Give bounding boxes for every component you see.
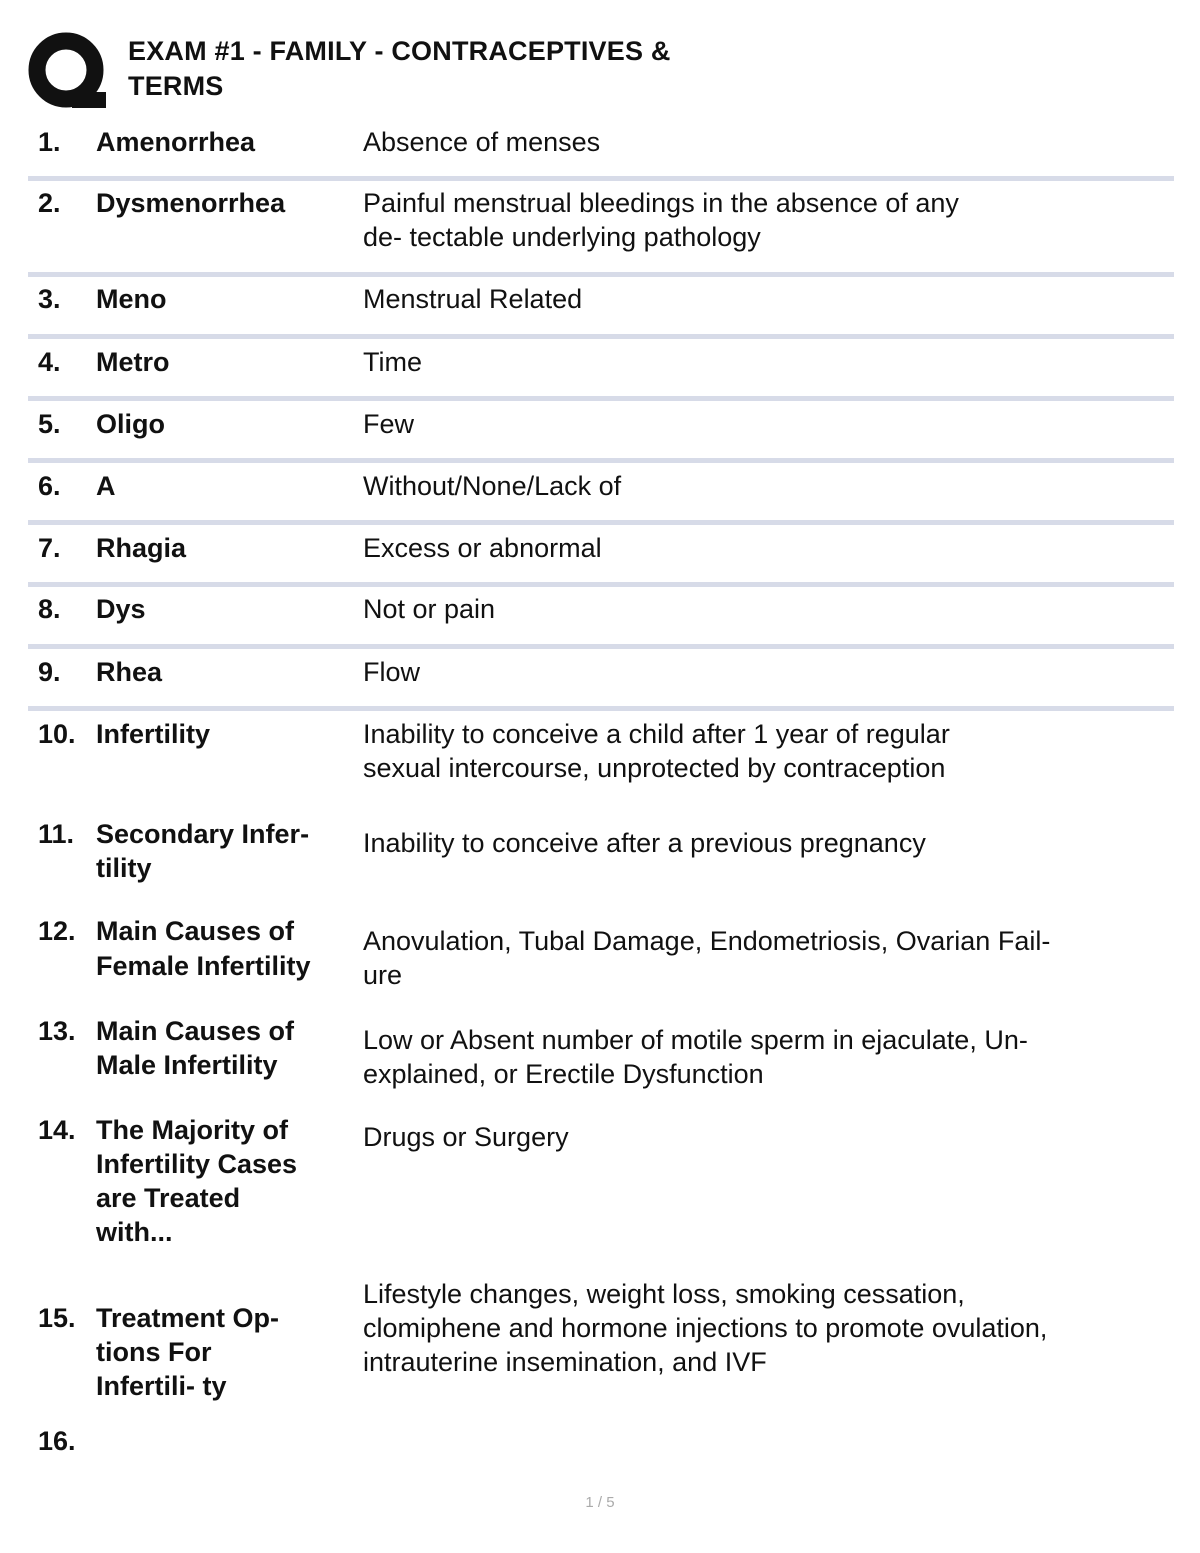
term-row <box>28 1011 1174 1110</box>
term-number: 6. <box>38 471 61 501</box>
term-name: Rhagia <box>96 533 187 563</box>
term-name: Metro <box>96 347 170 377</box>
term-number: 1. <box>38 127 61 157</box>
document-header <box>28 28 788 108</box>
term-row <box>28 1413 1174 1473</box>
term-number: 3. <box>38 284 61 314</box>
term-row <box>28 525 1174 587</box>
terms-list <box>28 112 1174 1473</box>
term-row <box>28 649 1174 711</box>
term-number: 16. <box>38 1426 76 1456</box>
term-name: Meno <box>96 284 167 314</box>
term-number: 4. <box>38 347 61 377</box>
term-definition: Not or pain <box>363 594 496 624</box>
term-row <box>28 181 1174 277</box>
term-name: Infertility <box>96 719 211 749</box>
q-logo-icon <box>28 32 110 112</box>
term-name: Main Causes of Male Infertility <box>96 1016 295 1080</box>
page-indicator: 1 / 5 <box>585 1494 615 1511</box>
term-definition: Inability to conceive a child after 1 year of regular sexual intercourse, unprotected by contraception <box>363 719 950 783</box>
term-definition: Lifestyle changes, weight loss, smoking cessation, clomiphene and hormone injections to promote ovulation, intrauterine insemination, and IVF <box>363 1279 1048 1377</box>
term-name: Rhea <box>96 657 163 687</box>
term-name: The Majority of Infertility Cases are Treated with... <box>96 1115 298 1247</box>
term-definition <box>363 1424 1174 1473</box>
term-name: Treatment Op- tions For Infertili- ty <box>96 1303 280 1401</box>
term-row <box>28 911 1174 1011</box>
term-definition: Drugs or Surgery <box>363 1122 569 1152</box>
term-definition: Time <box>363 347 422 377</box>
term-row <box>28 463 1174 525</box>
term-number: 8. <box>38 594 61 624</box>
term-definition: Menstrual Related <box>363 284 583 314</box>
term-number: 2. <box>38 188 61 218</box>
term-number: 11. <box>38 819 75 849</box>
page-title <box>128 34 788 104</box>
term-definition: Painful menstrual bleedings in the absence of any de- tectable underlying pathology <box>363 188 959 252</box>
term-definition: Excess or abnormal <box>363 533 602 563</box>
term-row <box>28 812 1174 911</box>
term-name: Dys <box>96 594 146 624</box>
term-name: Dysmenorrhea <box>96 188 286 218</box>
term-number: 14. <box>38 1115 76 1145</box>
term-number: 12. <box>38 916 76 946</box>
term-number: 10. <box>38 719 76 749</box>
title-line-1: EXAM #1 - FAMILY - CONTRACEPTIVES & <box>128 36 671 66</box>
term-definition: Absence of menses <box>363 127 601 157</box>
term-definition: Without/None/Lack of <box>363 471 622 501</box>
term-row <box>28 401 1174 463</box>
term-definition: Anovulation, Tubal Damage, Endometriosis, Ovarian Fail- ure <box>363 926 1051 990</box>
term-definition: Flow <box>363 657 421 687</box>
title-line-2: TERMS <box>128 71 224 101</box>
term-number: 7. <box>38 533 61 563</box>
term-name: Main Causes of Female Infertility <box>96 916 311 981</box>
term-name: Amenorrhea <box>96 127 256 157</box>
term-definition: Inability to conceive after a previous pregnancy <box>363 828 926 858</box>
term-row <box>28 711 1174 812</box>
term-row <box>28 587 1174 649</box>
term-name: Oligo <box>96 409 165 439</box>
term-row <box>28 1110 1174 1277</box>
term-row <box>28 339 1174 401</box>
term-name: A <box>96 471 116 501</box>
term-definition: Low or Absent number of motile sperm in ejaculate, Un- explained, or Erectile Dysfunction <box>363 1025 1028 1089</box>
term-row <box>28 112 1174 181</box>
term-name: Secondary Infer- tility <box>96 819 310 883</box>
term-number: 9. <box>38 657 61 687</box>
term-row <box>28 1277 1174 1413</box>
term-name <box>96 1424 363 1473</box>
term-number: 5. <box>38 409 61 439</box>
term-definition: Few <box>363 409 415 439</box>
term-row <box>28 277 1174 339</box>
term-number: 15. <box>38 1303 76 1333</box>
term-number: 13. <box>38 1016 76 1046</box>
